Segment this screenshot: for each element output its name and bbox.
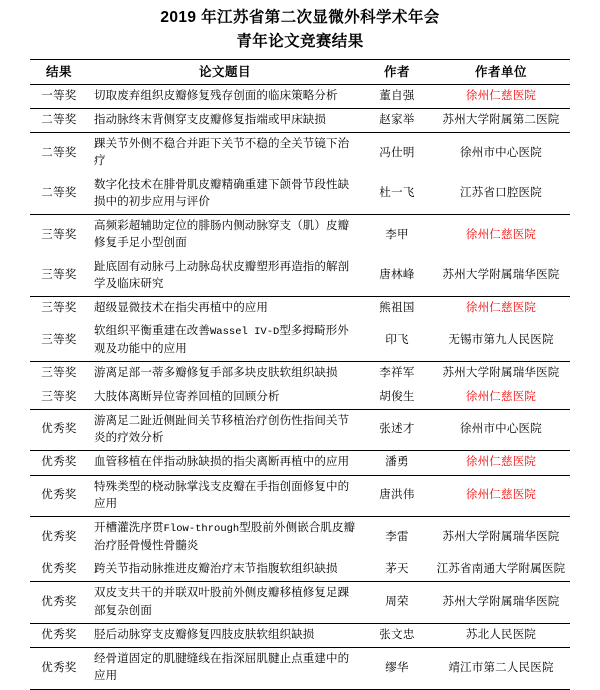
table-row <box>30 558 570 582</box>
cell-author: 胡俊生 <box>362 386 432 410</box>
cell-organization: 江苏省南通大学附属医院 <box>432 558 570 582</box>
cell-award: 优秀奖 <box>30 623 88 647</box>
cell-paper-title: 游离足二趾近侧趾间关节移植治疗创伤性指间关节炎的疗效分析 <box>88 409 362 451</box>
table-row <box>30 475 570 517</box>
table-header <box>30 59 570 84</box>
cell-organization-highlighted: 徐州仁慈医院 <box>465 228 537 241</box>
cell-paper-title: 血管移植在伴指动脉缺损的指尖离断再植中的应用 <box>88 451 362 475</box>
cell-organization: 靖江市第二人民医院 <box>432 648 570 690</box>
cell-award: 三等奖 <box>30 320 88 362</box>
cell-organization: 江苏省口腔医院 <box>432 174 570 215</box>
cell-award: 三等奖 <box>41 228 77 241</box>
cell-author: 茅天 <box>362 558 432 582</box>
cell-author: 李雷 <box>385 530 409 543</box>
cell-paper-title: 跨关节指动脉推进皮瓣治疗末节指腹软组织缺损 <box>88 558 362 582</box>
cell-organization: 苏州大学附属瑞华医院 <box>432 256 570 297</box>
table-row <box>30 517 570 559</box>
cell-paper-title: 超级显微技术在指尖再植中的应用 <box>94 302 268 315</box>
cell-organization-highlighted: 徐州仁慈医院 <box>465 302 537 315</box>
table-body <box>30 84 570 689</box>
table-row <box>30 215 570 256</box>
cell-organization: 苏州大学附属瑞华医院 <box>442 367 560 380</box>
cell-organization: 徐州市中心医院 <box>460 146 542 159</box>
cell-award: 优秀奖 <box>41 530 77 543</box>
cell-author: 周荣 <box>362 582 432 624</box>
column-header-paper-title: 论文题目 <box>88 59 362 84</box>
cell-organization-highlighted: 徐州仁慈医院 <box>432 451 570 475</box>
cell-author: 潘勇 <box>362 451 432 475</box>
cell-paper-title: 特殊类型的桡动脉掌浅支皮瓣在手指创面修复中的应用 <box>88 475 362 517</box>
cell-organization: 苏州大学附属瑞华医院 <box>432 582 570 624</box>
page-title-line-2: 青年论文竞赛结果 <box>236 33 364 51</box>
cell-paper-title: 趾底固有动脉弓上动脉岛状皮瓣塑形再造指的解剖学及临床研究 <box>88 256 362 297</box>
cell-author: 张述才 <box>362 409 432 451</box>
cell-award: 三等奖 <box>41 367 77 380</box>
table-row <box>30 582 570 624</box>
cell-author: 印飞 <box>362 320 432 362</box>
table-row <box>30 133 570 174</box>
table-row <box>30 386 570 410</box>
cell-author: 熊祖国 <box>379 302 415 315</box>
cell-author: 李祥军 <box>379 367 415 380</box>
cell-award: 二等奖 <box>30 174 88 215</box>
cell-paper-title: 双皮支共干的并联双叶股前外侧皮瓣移植修复足踝部复杂创面 <box>88 582 362 624</box>
cell-author: 李甲 <box>385 228 409 241</box>
table-row <box>30 174 570 215</box>
table-row <box>30 320 570 362</box>
cell-author: 赵家举 <box>362 108 432 132</box>
cell-organization-highlighted: 徐州仁慈医院 <box>432 386 570 410</box>
cell-paper-title: 游离足部一蒂多瓣修复手部多块皮肤软组织缺损 <box>94 367 338 380</box>
cell-paper-title: 指动脉终末背侧穿支皮瓣修复指端或甲床缺损 <box>88 108 362 132</box>
cell-organization: 徐州市中心医院 <box>432 409 570 451</box>
cell-award: 优秀奖 <box>30 558 88 582</box>
cell-author: 董自强 <box>362 84 432 108</box>
table-row <box>30 623 570 647</box>
table-row <box>30 108 570 132</box>
paper-title-latin-term: Wassel IV-D <box>210 326 280 339</box>
cell-paper-title: 开槽灌洗序贯Flow-through型股前外侧嵌合肌皮瓣治疗胫骨慢性骨髓炎 <box>94 522 356 552</box>
cell-paper-title: 经骨道固定的肌腱缝线在指深屈肌腱止点重建中的应用 <box>88 648 362 690</box>
table-row <box>30 648 570 690</box>
table-row <box>30 362 570 386</box>
table-row <box>30 256 570 297</box>
cell-organization-highlighted: 徐州仁慈医院 <box>432 475 570 517</box>
cell-award: 三等奖 <box>30 386 88 410</box>
cell-award: 二等奖 <box>30 108 88 132</box>
page-title-line-1: 2019 年江苏省第二次显微外科学术年会 <box>160 9 440 26</box>
cell-paper-title: 软组织平衡重建在改善Wassel IV-D型多拇畸形外观及功能中的应用 <box>88 320 362 362</box>
cell-paper-title: 踝关节外侧不稳合并距下关节不稳的全关节镜下治疗 <box>94 138 350 168</box>
cell-author: 张文忠 <box>362 623 432 647</box>
cell-award: 一等奖 <box>30 84 88 108</box>
cell-paper-title: 大肢体离断异位寄养回植的回顾分析 <box>88 386 362 410</box>
column-header-award: 结果 <box>30 59 88 84</box>
cell-organization: 苏北人民医院 <box>432 623 570 647</box>
cell-award: 优秀奖 <box>30 582 88 624</box>
paper-title-latin-term: Flow-through <box>163 523 240 536</box>
cell-author: 冯仕明 <box>379 146 415 159</box>
cell-author: 唐林峰 <box>362 256 432 297</box>
cell-paper-title: 高频彩超辅助定位的腓肠内侧动脉穿支（肌）皮瓣修复手足小型创面 <box>94 220 350 250</box>
cell-author: 缪华 <box>362 648 432 690</box>
cell-award: 优秀奖 <box>30 648 88 690</box>
cell-award: 三等奖 <box>30 256 88 297</box>
cell-organization: 苏州大学附属第二医院 <box>432 108 570 132</box>
table-header-row <box>30 59 570 84</box>
cell-organization: 苏州大学附属瑞华医院 <box>442 530 560 543</box>
column-header-organization: 作者单位 <box>432 59 570 84</box>
cell-award: 二等奖 <box>41 146 77 159</box>
cell-paper-title: 胫后动脉穿支皮瓣修复四肢皮肤软组织缺损 <box>88 623 362 647</box>
table-row <box>30 451 570 475</box>
results-table <box>30 59 570 690</box>
cell-award: 三等奖 <box>41 302 77 315</box>
cell-award: 优秀奖 <box>30 409 88 451</box>
cell-organization: 无锡市第九人民医院 <box>432 320 570 362</box>
cell-paper-title: 切取废弃组织皮瓣修复残存创面的临床策略分析 <box>88 84 362 108</box>
cell-author: 唐洪伟 <box>362 475 432 517</box>
table-row <box>30 409 570 451</box>
cell-award: 优秀奖 <box>30 475 88 517</box>
cell-paper-title: 数字化技术在腓骨肌皮瓣精确重建下颌骨节段性缺损中的初步应用与评价 <box>88 174 362 215</box>
cell-award: 优秀奖 <box>30 451 88 475</box>
cell-author: 杜一飞 <box>362 174 432 215</box>
table-row <box>30 84 570 108</box>
cell-organization-highlighted: 徐州仁慈医院 <box>432 84 570 108</box>
table-row <box>30 297 570 321</box>
column-header-author: 作者 <box>362 59 432 84</box>
